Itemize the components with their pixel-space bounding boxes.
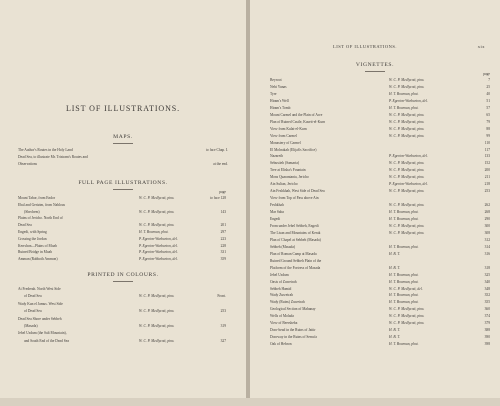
page-col-label: page: [219, 190, 226, 194]
right-page: [250, 0, 500, 406]
item-credit: H. T. Bowman, phot.: [389, 244, 419, 249]
item-title: Plan of Chapel at Sebbeh (Masada): [270, 237, 321, 242]
item-page: 200: [484, 168, 490, 173]
colours-rule: [113, 281, 133, 282]
left-page: [0, 0, 246, 406]
item-credit: H. T. Bowman, phot.: [389, 279, 419, 284]
item-title: Sebustieh (Samaria): [270, 161, 300, 166]
item-title: Hiram's Well: [270, 98, 289, 103]
item-title: Kerrshon—Plains of Moab: [18, 243, 57, 248]
item-page: 331: [220, 250, 226, 255]
item-page: 398: [484, 342, 490, 347]
item-page: at the end.: [213, 161, 228, 166]
bottom-edge-left: [0, 398, 500, 406]
item-page: 300: [484, 223, 490, 228]
vignettes-rule: [365, 71, 385, 72]
item-page: 223: [220, 236, 226, 241]
item-credit: P. Egerton-Warburton, del.: [139, 250, 178, 255]
item-credit: H. T. Bowman, phot.: [389, 105, 419, 110]
item-title: Platform of the Fortress of Masada: [270, 265, 321, 270]
page-title: LIST OF ILLUSTRATIONS.: [65, 104, 181, 113]
item-credit: H. B. T.: [389, 335, 401, 340]
item-title: From under Jebel Sebbeh, Engedi: [270, 223, 319, 228]
item-page: 65: [486, 112, 490, 117]
item-page: 88: [486, 126, 490, 131]
item-page: 319: [220, 324, 226, 328]
item-title: Geological Section of Mahanay: [270, 307, 316, 312]
item-credit: H. T. Bowman, phot.: [389, 210, 419, 215]
item-credit: W. C. P. Medlycott, pinx.: [139, 196, 175, 200]
item-title: Nazareth: [270, 154, 283, 159]
item-credit: H. T. Bowman, phot.: [389, 217, 419, 221]
item-title: Crossing the Jordan: [18, 236, 47, 241]
item-credit: H. T. Bowman, phot.: [389, 342, 419, 347]
item-title: Engedi: [270, 217, 281, 221]
item-title: Ain Sultan, Jericho: [270, 182, 298, 187]
item-title: Sebbeh Hamid: [270, 286, 292, 291]
item-title: Mount Carmel and the Plain of Acre: [270, 112, 323, 117]
item-title: (Masada): [24, 324, 38, 328]
item-credit: W. C. P. Medlycott, pinx.: [389, 307, 425, 312]
item-title: Oak of Hebron: [270, 342, 292, 347]
item-page: 218: [484, 182, 490, 187]
folio: xix: [477, 44, 485, 49]
item-title: El Mohrakah (Elijah's Sacrifice): [270, 147, 317, 152]
item-title: Wady Zuweirah: [270, 293, 293, 298]
item-title: Plains of Jericho. North End of: [18, 216, 63, 221]
item-page: 340: [484, 279, 490, 284]
item-credit: H. T. Bowman, phot.: [139, 230, 169, 234]
item-title: of Dead Sea: [24, 309, 42, 314]
item-page: 152: [484, 161, 490, 166]
item-page: 355: [484, 300, 490, 305]
item-credit: W. C. P. Medlycott, pinx.: [389, 78, 425, 82]
item-credit: H. B. T.: [389, 265, 401, 270]
item-title: Engedi, with Spring: [18, 230, 47, 234]
item-title: Doorway in the Ruins of Semu'a: [270, 335, 317, 340]
item-credit: W. C. P. Medlycott, pinx.: [389, 119, 425, 124]
item-title: Tyre: [270, 91, 277, 96]
item-title: Oasis of Zuweirah: [270, 279, 297, 284]
running-head: LIST OF ILLUSTRATIONS.: [333, 44, 398, 49]
item-page: 110: [484, 140, 490, 145]
item-page: 325: [484, 272, 490, 277]
item-credit: W. C. P. Medlycott, pinx.: [389, 189, 425, 194]
full-page-rule: [113, 189, 133, 190]
item-page: Front.: [217, 294, 226, 299]
item-credit: W. C. P. Medlycott, pinx.: [389, 112, 425, 117]
item-credit: H. B. T.: [389, 328, 401, 333]
item-title: Amman (Rabboth Ammon): [18, 257, 58, 262]
item-page: 7: [488, 78, 490, 82]
item-title: Mons Quarantania, Jericho: [270, 175, 309, 180]
item-credit: P. Egerton-Warburton, del.: [389, 182, 428, 187]
item-page: 359: [220, 257, 226, 262]
item-title: At Frederah. North West Side: [18, 287, 61, 291]
item-page: 228: [220, 243, 226, 248]
item-title: Dead Sea Shore under Sebbeh: [18, 316, 62, 321]
item-page: 352: [484, 293, 490, 298]
item-credit: W. C. P. Medlycott, pinx.: [389, 161, 425, 166]
page-col-label: page: [483, 72, 490, 76]
item-page: 268: [484, 210, 490, 215]
item-page: 201: [220, 223, 226, 228]
item-title: Dead Sea, to illustrate Mr. Tristram's Routes and: [18, 154, 88, 159]
item-title: Jebel Usdum: [270, 272, 289, 277]
item-title: Dead Sea: [18, 223, 32, 228]
item-credit: H. T. Bowman, phot.: [389, 272, 419, 277]
item-page: 374: [484, 314, 490, 319]
item-credit: W. C. P. Medlycott, pinx.: [389, 84, 425, 89]
item-title: Plan of Ruined Castle, Kuseit-el-Kurn: [270, 119, 325, 124]
item-page: 308: [484, 230, 490, 235]
item-credit: P. Egerton-Warburton, del.: [139, 236, 178, 241]
item-title: Jebel Usdum (the Salt Mountain),: [18, 331, 67, 336]
item-credit: W. C. P. Medlycott, pinx.: [389, 321, 425, 326]
item-page: 312: [484, 237, 490, 242]
item-page: 388: [484, 328, 490, 333]
item-title: Beyroot: [270, 78, 282, 82]
item-page: 253: [220, 309, 226, 314]
item-page: 390: [484, 335, 490, 340]
item-title: The Lisan and Mountains of Kerak: [270, 230, 321, 235]
item-page: 379: [484, 321, 490, 326]
item-title: Wady Kun el Jamus. West Side: [18, 301, 63, 306]
item-page: 360: [484, 307, 490, 312]
item-credit: H. T. Bowman, phot.: [389, 293, 419, 298]
item-credit: W. C. P. Medlycott, pinx.: [389, 314, 425, 319]
item-page: 262: [484, 203, 490, 208]
item-page: 314: [484, 244, 490, 249]
item-page: 318: [484, 265, 490, 270]
item-title: Tree at Elisha's Fountain: [270, 168, 306, 173]
item-page: 40: [486, 91, 490, 96]
item-page: to face Chap. I.: [205, 148, 228, 152]
item-page: 51: [486, 98, 490, 103]
item-credit: W. C. P. Medlycott, pinx.: [389, 133, 425, 138]
item-page: 211: [484, 175, 490, 180]
item-credit: W. C. P. Medlycott, pinx.: [389, 126, 425, 131]
item-title: View of Beersheba: [270, 321, 298, 326]
item-title: View from Carmel: [270, 133, 297, 138]
item-page: 348: [484, 286, 490, 291]
item-title: Wells of Molada: [270, 314, 294, 319]
item-page: 25: [486, 84, 490, 89]
item-title: Wady (Ruins) Zuweirah: [270, 300, 305, 305]
item-credit: P. Egerton-Warburton, del.: [389, 98, 428, 103]
maps-heading: MAPS.: [113, 134, 133, 140]
item-credit: H. T. Bowman, phot.: [389, 91, 419, 96]
item-page: 316: [484, 251, 490, 256]
item-credit: W. C. P. Medlycott, del.: [389, 286, 423, 291]
item-credit: H. B. T.: [389, 251, 401, 256]
item-title: and South End of the Dead Sea: [24, 338, 69, 343]
item-title: Door-head in the Ruins of Jattir: [270, 328, 316, 333]
item-credit: W. C. P. Medlycott, pinx.: [389, 223, 425, 228]
item-title: Ruined Ground Sebbeh Plain of the: [270, 258, 322, 263]
item-title: View from Kulat-el-Kurn: [270, 126, 307, 131]
item-credit: H. T. Bowman, phot.: [389, 300, 419, 305]
item-title: Feshkhah: [270, 203, 284, 208]
item-credit: W. C. P. Medlycott, pinx.: [139, 294, 175, 299]
full-page-heading: FULL PAGE ILLUSTRATIONS.: [78, 180, 168, 186]
item-credit: P. Egerton-Warburton, del.: [139, 257, 178, 262]
item-page: 57: [486, 105, 490, 110]
item-title: Hiram's Tomb: [270, 105, 291, 110]
colours-heading: PRINTED IN COLOURS.: [87, 272, 159, 278]
maps-rule: [113, 143, 133, 144]
item-credit: W. C. P. Medlycott, pinx.: [139, 338, 175, 343]
item-page: 327: [220, 338, 226, 343]
item-page: 133: [484, 154, 490, 159]
item-page: 117: [484, 147, 490, 152]
item-page: 79: [486, 119, 490, 124]
item-title: (Shechem): [24, 209, 40, 214]
item-credit: W. C. P. Medlycott, pinx.: [139, 309, 175, 314]
item-title: of Dead Sea: [24, 294, 42, 299]
item-page: 143: [220, 209, 226, 214]
item-credit: W. C. P. Medlycott, pinx.: [139, 223, 175, 228]
item-title: Nebi Yunas: [270, 84, 287, 89]
item-title: Sebbeh (Masada): [270, 244, 296, 249]
item-page: 290: [484, 217, 490, 221]
vignettes-heading: VIGNETTES.: [355, 62, 395, 68]
item-title: Mount Tabor, from Endor: [18, 196, 56, 200]
item-credit: W. C. P. Medlycott, pinx.: [389, 203, 425, 208]
item-credit: W. C. P. Medlycott, pinx.: [389, 168, 425, 173]
item-title: Plan of Roman Camp at Masada: [270, 251, 317, 256]
item-credit: W. C. P. Medlycott, pinx.: [139, 209, 175, 214]
item-page: to face 128: [210, 196, 226, 200]
item-credit: W. C. P. Medlycott, pinx.: [389, 175, 425, 180]
item-page: 297: [220, 230, 226, 234]
item-title: Ebal and Gerizim, from Nablous: [18, 202, 66, 207]
item-title: Observations: [18, 161, 37, 166]
item-page: 99: [486, 133, 490, 138]
item-page: 253: [484, 189, 490, 194]
item-title: Ruined Bridge in Moab: [18, 250, 53, 255]
item-credit: P. Egerton-Warburton, del.: [389, 154, 428, 159]
item-title: View from Top of Pass above Ain: [270, 196, 319, 201]
item-credit: W. C. P. Medlycott, pinx.: [389, 230, 425, 235]
item-credit: P. Egerton-Warburton, del.: [139, 243, 178, 248]
item-title: Ain Feshkhah, West Side of Dead Sea: [270, 189, 325, 194]
item-title: Monastery of Carmel: [270, 140, 301, 145]
item-title: Mar Saba: [270, 210, 284, 215]
item-title: The Author's Routes in the Holy Land: [18, 148, 73, 152]
item-credit: W. C. P. Medlycott, pinx.: [139, 324, 175, 328]
